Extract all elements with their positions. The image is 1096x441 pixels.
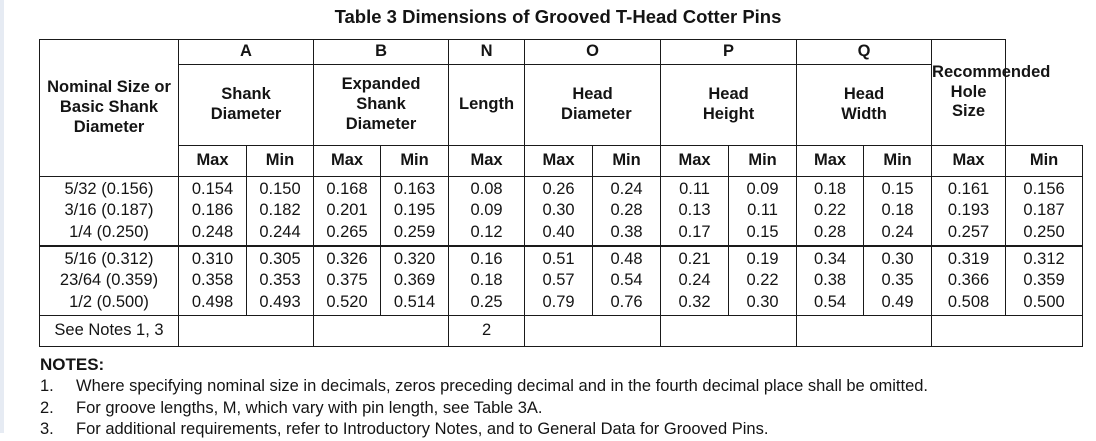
cell-value: 0.259	[393, 222, 436, 241]
cell-value: 0.24	[610, 179, 643, 198]
cell-value: 0.305	[259, 249, 301, 268]
cell-value: 0.358	[191, 271, 234, 290]
q-max-header: Max	[797, 146, 864, 177]
a-max-cell	[179, 177, 247, 247]
table-row-group	[40, 246, 1083, 316]
a-max-cell	[179, 246, 247, 316]
empty-cell	[661, 316, 797, 347]
cell-value: 0.150	[259, 179, 301, 198]
cell-value: 0.310	[191, 249, 234, 268]
b-min-cell	[381, 246, 449, 316]
n-max-header: Max	[449, 146, 525, 177]
cell-value: 0.168	[326, 179, 368, 198]
page-edge	[0, 0, 4, 433]
hole-size-header: Recommended Hole Size	[932, 40, 1006, 146]
cell-value: 0.18	[881, 201, 914, 220]
cell-value: 0.250	[1023, 222, 1065, 241]
cell-value: 0.201	[326, 201, 368, 220]
cell-value: 0.265	[326, 222, 368, 241]
cell-value: 0.76	[610, 292, 643, 311]
cell-value: 0.15	[881, 179, 914, 198]
hole-max-cell	[932, 177, 1006, 247]
empty-cell	[797, 316, 932, 347]
cell-value: 0.25	[470, 292, 503, 311]
empty-cell	[179, 316, 314, 347]
cell-value: 0.28	[610, 201, 643, 220]
nominal-size-header: Nominal Size or Basic Shank Diameter	[40, 40, 179, 177]
cell-value: 0.54	[610, 271, 643, 290]
head-diameter-header: Head Diameter	[525, 65, 661, 146]
cell-value: 0.319	[947, 249, 990, 268]
cell-value: 0.13	[678, 201, 711, 220]
cell-value: 0.366	[947, 271, 990, 290]
b-max-cell	[314, 177, 381, 247]
cell-value: 0.54	[813, 292, 847, 311]
cell-value: 0.38	[610, 222, 643, 241]
nominal-size-cell	[40, 177, 179, 247]
hole-max-cell	[932, 246, 1006, 316]
cell-value: 0.326	[326, 249, 368, 268]
cell-value: 0.19	[746, 249, 779, 268]
b-min-cell	[381, 177, 449, 247]
cell-value: 0.35	[881, 271, 914, 290]
cell-value: 23/64 (0.359)	[59, 271, 159, 290]
cell-value: 0.28	[813, 222, 847, 241]
dimensions-table	[39, 39, 1083, 347]
cell-value: 0.18	[813, 179, 847, 198]
p-max-cell	[661, 246, 729, 316]
cell-value: 0.30	[746, 292, 779, 311]
p-max-header: Max	[661, 146, 729, 177]
cell-value: 0.514	[393, 292, 436, 311]
cell-value: 0.375	[326, 271, 368, 290]
o-max-header: Max	[525, 146, 593, 177]
cell-value: 0.493	[259, 292, 301, 311]
cell-value: 0.195	[393, 201, 436, 220]
cell-value: 0.79	[542, 292, 575, 311]
cell-value: 0.369	[393, 271, 436, 290]
a-min-header: Min	[247, 146, 314, 177]
n-max-cell	[449, 177, 525, 247]
cell-value: 0.187	[1023, 201, 1065, 220]
cell-value: 0.49	[881, 292, 914, 311]
cell-value: 0.359	[1023, 271, 1065, 290]
cell-value: 0.24	[678, 271, 711, 290]
cell-value: 0.353	[259, 271, 301, 290]
cell-value: 0.22	[746, 271, 779, 290]
cell-value: 0.312	[1023, 249, 1065, 268]
q-min-cell	[864, 177, 932, 247]
see-notes-row	[40, 316, 1083, 347]
cell-value: 0.57	[542, 271, 575, 290]
cell-value: 0.161	[947, 179, 990, 198]
a-max-header: Max	[179, 146, 247, 177]
cell-value: 5/32 (0.156)	[64, 179, 154, 198]
p-min-cell	[729, 177, 797, 247]
cell-value: 0.22	[813, 201, 847, 220]
note-item	[40, 398, 1090, 420]
p-min-cell	[729, 246, 797, 316]
note-item	[40, 376, 1090, 398]
a-min-cell	[247, 246, 314, 316]
cell-value: 0.09	[470, 201, 503, 220]
cell-value: 0.244	[259, 222, 301, 241]
expanded-shank-diameter-header: Expanded Shank Diameter	[314, 65, 449, 146]
cell-value: 0.182	[259, 201, 301, 220]
cell-value: 0.40	[542, 222, 575, 241]
notes-heading: NOTES:	[40, 355, 105, 374]
hole-min-header: Min	[1006, 146, 1083, 177]
note-text: For additional requirements, refer to Introductory Notes, and to General Data for Grooved Pins.	[76, 420, 769, 438]
b-min-header: Min	[381, 146, 449, 177]
head-width-header: Head Width	[797, 65, 932, 146]
cell-value: 0.248	[191, 222, 234, 241]
notes-section	[40, 355, 1090, 441]
col-letter-o: O	[525, 40, 661, 65]
o-min-cell	[593, 177, 661, 247]
cell-value: 0.09	[746, 179, 779, 198]
hole-min-cell	[1006, 177, 1083, 247]
empty-cell	[525, 316, 661, 347]
col-letter-a: A	[179, 40, 314, 65]
cell-value: 0.18	[470, 271, 503, 290]
cell-value: 0.500	[1023, 292, 1065, 311]
b-max-header: Max	[314, 146, 381, 177]
cell-value: 1/4 (0.250)	[69, 222, 149, 241]
hole-min-cell	[1006, 246, 1083, 316]
cell-value: 0.11	[679, 179, 710, 198]
see-notes-label: See Notes 1, 3	[40, 316, 179, 347]
cell-value: 0.38	[813, 271, 847, 290]
cell-value: 0.193	[947, 201, 990, 220]
table-row-group	[40, 177, 1083, 247]
p-min-header: Min	[729, 146, 797, 177]
cell-value: 0.154	[191, 179, 234, 198]
col-letter-n: N	[449, 40, 525, 65]
cell-value: 0.156	[1023, 179, 1065, 198]
cell-value: 0.32	[678, 292, 711, 311]
cell-value: 0.08	[470, 179, 503, 198]
q-max-cell	[797, 177, 864, 247]
cell-value: 0.21	[678, 249, 711, 268]
head-height-header: Head Height	[661, 65, 797, 146]
note-item	[40, 419, 1090, 441]
cell-value: 0.15	[746, 222, 779, 241]
cell-value: 1/2 (0.500)	[69, 292, 149, 311]
cell-value: 0.34	[813, 249, 847, 268]
cell-value: 0.186	[191, 201, 234, 220]
cell-value: 0.520	[326, 292, 368, 311]
empty-cell	[932, 316, 1083, 347]
hole-max-header: Max	[932, 146, 1006, 177]
cell-value: 0.163	[393, 179, 436, 198]
q-min-cell	[864, 246, 932, 316]
note-text: Where specifying nominal size in decimals, zeros preceding decimal and in the fourth decimal place shall be omitted.	[76, 377, 929, 395]
table-title: Table 3 Dimensions of Grooved T-Head Cotter Pins	[334, 6, 782, 27]
n-max-cell	[449, 246, 525, 316]
cell-value: 0.11	[747, 201, 778, 220]
cell-value: 5/16 (0.312)	[64, 249, 154, 268]
b-max-cell	[314, 246, 381, 316]
empty-cell	[314, 316, 449, 347]
cell-value: 0.257	[947, 222, 990, 241]
note-number: 3.	[40, 420, 54, 438]
note-text: For groove lengths, M, which vary with pin length, see Table 3A.	[76, 398, 543, 417]
note-number: 1.	[40, 377, 54, 395]
o-max-cell	[525, 177, 593, 247]
length-header: Length	[449, 65, 525, 146]
col-letter-p: P	[661, 40, 797, 65]
cell-value: 0.48	[610, 249, 643, 268]
cell-value: 0.51	[542, 249, 575, 268]
cell-value: 0.12	[470, 222, 503, 241]
cell-value: 0.16	[470, 249, 503, 268]
cell-value: 0.498	[191, 292, 234, 311]
cell-value: 0.24	[881, 222, 914, 241]
nominal-size-cell	[40, 246, 179, 316]
cell-value: 3/16 (0.187)	[64, 201, 154, 220]
q-max-cell	[797, 246, 864, 316]
note-number: 2.	[40, 398, 54, 417]
col-letter-q: Q	[797, 40, 932, 65]
cell-value: 0.30	[881, 249, 914, 268]
cell-value: 0.320	[393, 249, 436, 268]
shank-diameter-header: Shank Diameter	[179, 65, 314, 146]
o-min-header: Min	[593, 146, 661, 177]
p-max-cell	[661, 177, 729, 247]
cell-value: 0.26	[542, 179, 575, 198]
col-letter-b: B	[314, 40, 449, 65]
o-max-cell	[525, 246, 593, 316]
cell-value: 0.17	[678, 222, 711, 241]
length-note-ref: 2	[449, 316, 525, 347]
a-min-cell	[247, 177, 314, 247]
cell-value: 0.508	[947, 292, 990, 311]
o-min-cell	[593, 246, 661, 316]
cell-value: 0.30	[542, 201, 575, 220]
q-min-header: Min	[864, 146, 932, 177]
